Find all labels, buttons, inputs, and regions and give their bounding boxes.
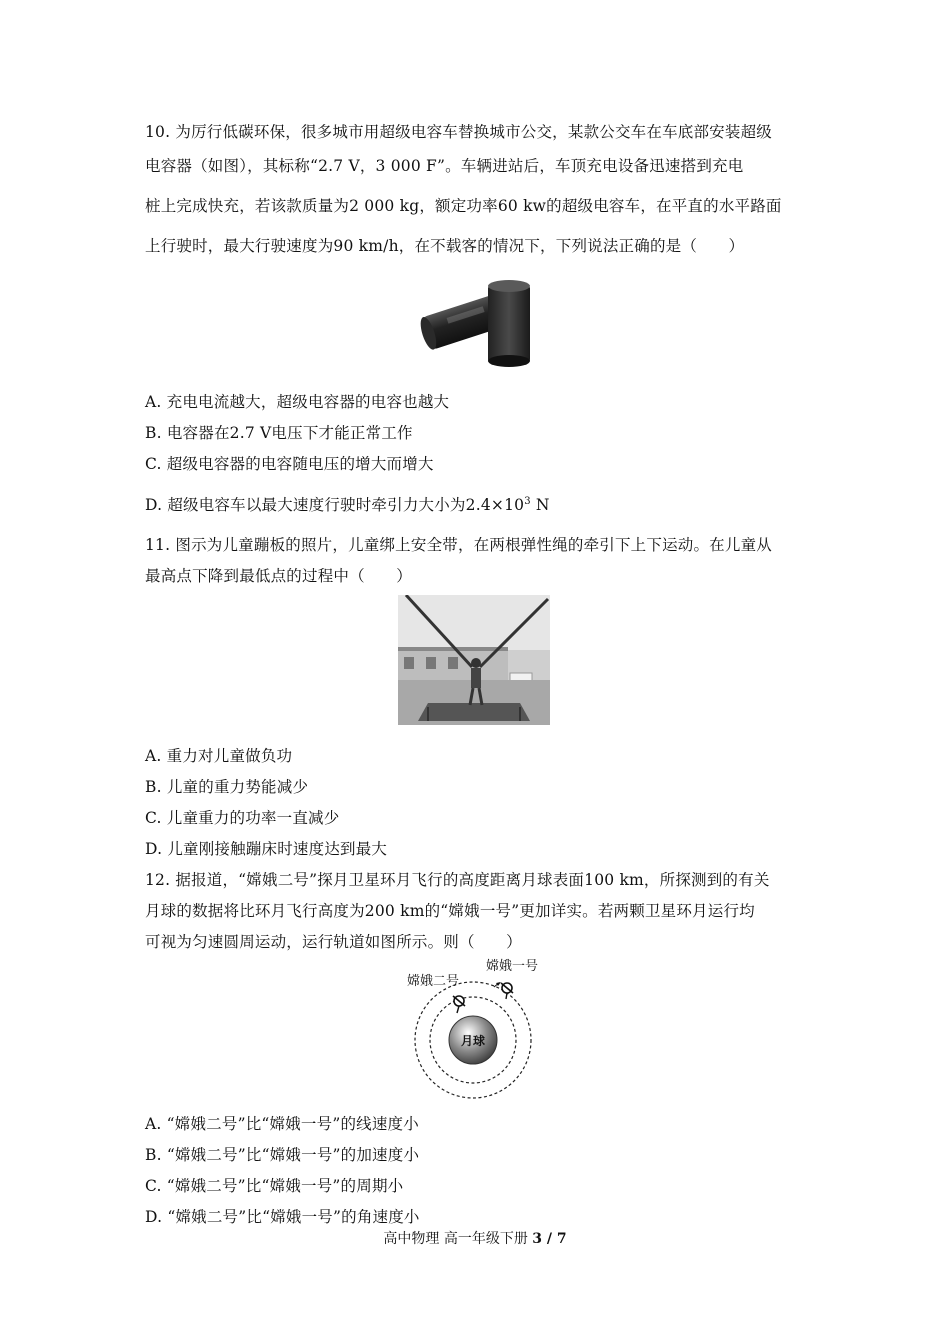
satellite-chang-e-2-icon	[453, 996, 465, 1013]
q10-option-b: B. 电容器在2.7 V电压下才能正常工作	[145, 424, 413, 442]
moon-label: 月球	[460, 1034, 486, 1048]
label-chang-e-2: 嫦娥二号	[407, 974, 460, 989]
q12-option-c: C. “嫦娥二号”比“嫦娥一号”的周期小	[145, 1177, 404, 1195]
q12-line-3: 可视为匀速圆周运动，运行轨道如图所示。则（ ）	[145, 933, 522, 951]
q10-option-d	[145, 493, 550, 515]
footer-subject: 高中物理 高一年级下册	[383, 1231, 533, 1247]
footer-page-number: 3 / 7	[532, 1231, 567, 1247]
q10-line-3: 桩上完成快充，若该款质量为2 000 kg，额定功率60 kw的超级电容车，在平直的水平路面	[145, 197, 782, 215]
label-chang-e-1: 嫦娥一号	[486, 959, 539, 974]
supercapacitor-photo	[418, 275, 536, 370]
q10-option-a: A. 充电电流越大，超级电容器的电容也越大	[145, 393, 450, 411]
q10-option-c: C. 超级电容器的电容随电压的增大而增大	[145, 455, 434, 473]
q11-option-a: A. 重力对儿童做负功	[145, 747, 293, 765]
q12-option-d: D. “嫦娥二号”比“嫦娥一号”的角速度小	[145, 1208, 420, 1226]
q11-line-2: 最高点下降到最低点的过程中（ ）	[145, 567, 412, 585]
trampoline-photo	[398, 595, 550, 725]
q12-line-2: 月球的数据将比环月飞行高度为200 km的“嫦娥一号”更加详实。若两颗卫星环月运行均	[145, 902, 755, 920]
q12-option-b: B. “嫦娥二号”比“嫦娥一号”的加速度小	[145, 1146, 420, 1164]
q10-line-2: 电容器（如图），其标称“2.7 V，3 000 F”。车辆进站后，车顶充电设备迅速搭到充电	[145, 157, 744, 175]
q10-option-d-text: D. 超级电容车以最大速度行驶时牵引力大小为2.4×10	[145, 496, 525, 514]
q12-line-1: 12. 据报道，“嫦娥二号”探月卫星环月飞行的高度距离月球表面100 km，所探测到的有关	[145, 871, 770, 889]
q11-option-b: B. 儿童的重力势能减少	[145, 778, 309, 796]
page-footer	[0, 1228, 950, 1248]
orbit-direction-arrow-icon	[496, 982, 501, 986]
lunar-orbit-diagram	[400, 955, 560, 1100]
q11-line-1: 11. 图示为儿童蹦板的照片，儿童绑上安全带，在两根弹性绳的牵引下上下运动。在儿童从	[145, 536, 772, 554]
q11-option-c: C. 儿童重力的功率一直减少	[145, 809, 340, 827]
q10-option-d-unit: N	[530, 496, 550, 514]
q10-line-4: 上行驶时，最大行驶速度为90 km/h，在不载客的情况下，下列说法正确的是（ ）	[145, 237, 745, 255]
q12-option-a: A. “嫦娥二号”比“嫦娥一号”的线速度小	[145, 1115, 419, 1133]
q10-line-1: 10. 为厉行低碳环保，很多城市用超级电容车替换城市公交，某款公交车在车底部安装超级	[145, 123, 772, 141]
q10-option-d-exponent: 3	[524, 495, 531, 507]
q11-option-d: D. 儿童刚接触蹦床时速度达到最大	[145, 840, 388, 858]
